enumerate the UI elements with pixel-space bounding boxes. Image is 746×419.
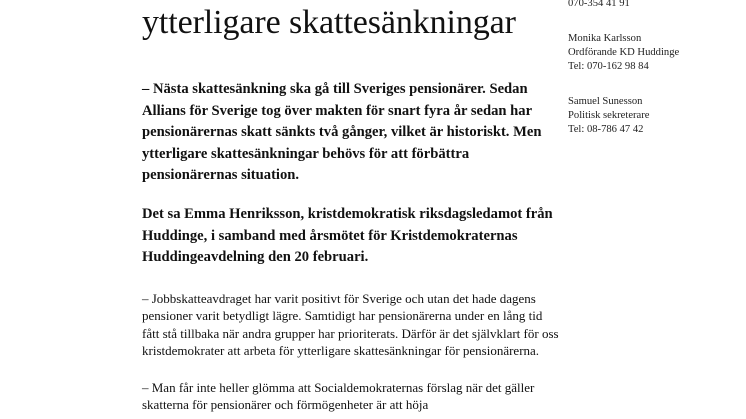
contact-name: Samuel Sunesson bbox=[568, 96, 643, 107]
body-paragraph: – Man får inte heller glömma att Socialdemokraternas förslag när det gäller skatterna för pensionärer och förmögenheter är att höja bbox=[142, 379, 535, 413]
body-paragraph: – Jobbskatteavdraget har varit positivt för Sverige och utan det hade dagens pensioner varit betydligt lägre. Samtidigt har pensionärerna under en lång tid fått stå tillbaka när andra grupper har prioriterats. Därför är det självklart för oss kristdemokrater att arbeta för ytterligare skattesänkningar för pensionärerna. bbox=[142, 290, 559, 359]
contact-sidebar bbox=[568, 0, 743, 158]
contact-phone: Tel: 08-786 47 42 bbox=[568, 124, 644, 135]
article-body bbox=[142, 79, 562, 414]
contact-phone: 070-354 41 91 bbox=[568, 0, 630, 9]
contact-block bbox=[568, 0, 743, 11]
contact-phone: Tel: 070-162 98 84 bbox=[568, 61, 649, 72]
contact-title: Politisk sekreterare bbox=[568, 110, 650, 121]
headline: ytterligare skattesänkningar bbox=[142, 4, 516, 41]
contact-name: Monika Karlsson bbox=[568, 33, 642, 44]
lead-paragraph: – Nästa skattesänkning ska gå till Sveriges pensionärer. Sedan Allians för Sverige tog över makten för snart fyra år sedan har pensionärernas skatt sänkts två gånger, vilket är historiskt. Men ytterligare skattesänkningar behövs för att förbättra pensionärernas situation. bbox=[142, 81, 542, 184]
contact-block bbox=[568, 32, 743, 74]
contact-block bbox=[568, 95, 743, 137]
contact-title: Ordförande KD Huddinge bbox=[568, 47, 680, 58]
intro-paragraph: Det sa Emma Henriksson, kristdemokratisk riksdagsledamot från Huddinge, i samband med årsmötet för Kristdemokraternas Huddingeavdelning den 20 februari. bbox=[142, 205, 553, 266]
